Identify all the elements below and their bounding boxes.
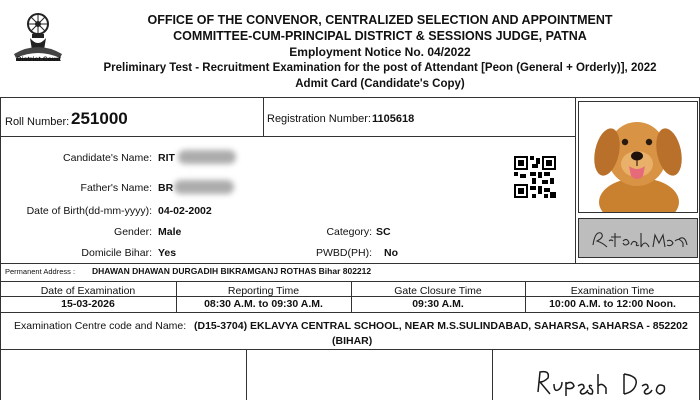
- schedule-value-exam: 10:00 A.M. to 12:00 Noon.: [549, 298, 676, 310]
- candidate-name-label: Candidate's Name:: [63, 152, 152, 164]
- domicile-value: Yes: [158, 247, 177, 259]
- candidate-signature-image: [579, 219, 698, 258]
- schedule-header-gate: Gate Closure Time: [394, 285, 482, 297]
- admit-card-title: Admit Card (Candidate's Copy): [295, 78, 465, 90]
- divider-photo: [575, 97, 576, 263]
- redaction-blur: [174, 180, 234, 194]
- category-value: SC: [376, 226, 391, 238]
- gender-label: Gender:: [114, 226, 152, 238]
- permanent-address-label: Permanent Address :: [5, 267, 76, 276]
- authority-signature-image: [532, 366, 682, 398]
- border-schedule-bottom: [0, 312, 700, 313]
- schedule-header-exam: Examination Time: [570, 285, 655, 297]
- qr-code-icon: [514, 156, 556, 198]
- header-line-1: OFFICE OF THE CONVENOR, CENTRALIZED SELECTION AND APPOINTMENT: [147, 13, 613, 27]
- permanent-address-value: DHAWAN DHAWAN DURGADIH BIKRAMGANJ ROTHAS Bihar 802212: [92, 266, 372, 276]
- schedule-value-gate: 09:30 A.M.: [412, 298, 464, 310]
- border-address-top: [0, 263, 700, 264]
- dob-value: 04-02-2002: [158, 205, 212, 217]
- gender-value: Male: [158, 226, 182, 238]
- employment-notice: Employment Notice No. 04/2022: [289, 45, 471, 59]
- candidate-name-value: RIT: [158, 152, 175, 164]
- exam-centre-state: (BIHAR): [332, 335, 373, 347]
- court-caption: District Court: [16, 56, 62, 63]
- exam-centre-value: (D15-3704) EKLAVYA CENTRAL SCHOOL, NEAR M.S.SULINDABAD, SAHARSA, SAHARSA - 852202: [194, 320, 688, 332]
- border-schedule-top: [0, 281, 700, 282]
- roll-number-value: 251000: [71, 109, 128, 128]
- header: [80, 12, 680, 92]
- dob-label: Date of Birth(dd-mm-yyyy):: [26, 205, 152, 217]
- registration-number-label: Registration Number:: [267, 113, 371, 125]
- pwbd-label: PWBD(PH):: [316, 247, 372, 259]
- divider-bottom-1: [246, 349, 247, 400]
- exam-centre-label: Examination Centre code and Name:: [14, 320, 187, 332]
- father-name-label: Father's Name:: [80, 182, 152, 194]
- exam-title: Preliminary Test - Recruitment Examination for the post of Attendant [Peon (General + Orderly)], 2022: [103, 62, 657, 74]
- domicile-label: Domicile Bihar:: [81, 247, 152, 259]
- border-top: [0, 97, 700, 98]
- border-centre-bottom: [0, 349, 700, 350]
- header-line-2: COMMITTEE-CUM-PRINCIPAL DISTRICT & SESSIONS JUDGE, PATNA: [173, 29, 587, 43]
- border-roll-bottom: [0, 136, 575, 137]
- roll-number-label: Roll Number:: [5, 116, 70, 128]
- candidate-photo: [578, 101, 698, 213]
- schedule-header-reporting: Reporting Time: [227, 285, 300, 297]
- schedule-header-date: Date of Examination: [40, 285, 136, 297]
- pwbd-value: No: [384, 247, 398, 259]
- schedule-value-date: 15-03-2026: [61, 298, 115, 310]
- divider-bottom-2: [492, 349, 493, 400]
- redaction-blur: [178, 150, 236, 164]
- candidate-signature-box: [578, 218, 698, 258]
- registration-number-value: 1105618: [372, 113, 415, 125]
- father-name-value: BR: [158, 182, 174, 194]
- border-left: [0, 97, 1, 400]
- category-label: Category:: [326, 226, 372, 238]
- divider-roll-reg: [263, 97, 264, 137]
- candidate-photo-dog-icon: [579, 102, 698, 213]
- schedule-value-reporting: 08:30 A.M. to 09:30 A.M.: [204, 298, 323, 310]
